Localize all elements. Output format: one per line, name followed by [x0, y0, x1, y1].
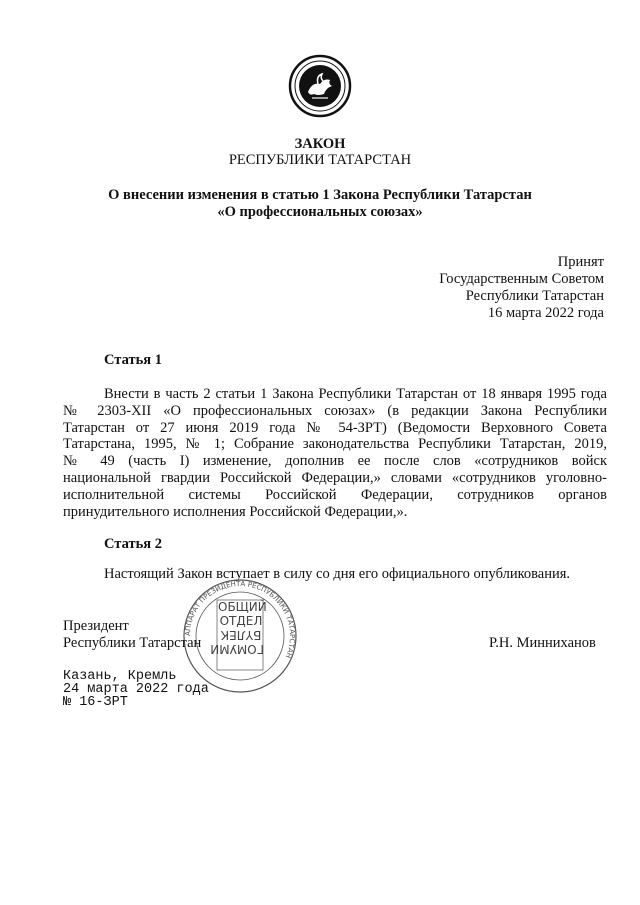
article1-text [63, 386, 607, 520]
article1-heading: Статья 1 [104, 352, 162, 368]
article1-line: № 49 (часть I) изменение, дополнив ее после слов «сотрудников войск [63, 453, 607, 470]
signatory-position-line2: Республики Татарстан [63, 635, 202, 651]
issue-date: 24 марта 2022 года [63, 682, 209, 697]
signatory-name: Р.Н. Минниханов [489, 635, 596, 651]
accepted-line1: Принят [557, 254, 604, 270]
article1-line: Татарстан от 27 июня 2019 года № 54-ЗРТ) (Ведомости Верховного Совета [63, 419, 607, 436]
document-title-line1: О внесении изменения в статью 1 Закона Республики Татарстан [108, 187, 532, 203]
stamp-ring-text: АППАРАТ ПРЕЗИДЕНТА РЕСПУБЛИКИ ТАТАРСТАН [183, 579, 297, 660]
article1-line: Внести в часть 2 статьи 1 Закона Республики Татарстан от 18 января 1995 года [104, 386, 607, 402]
republic-label: РЕСПУБЛИКИ ТАТАРСТАН [228, 152, 412, 168]
stamp-line3: БҮЛЕК [220, 628, 262, 642]
stamp-line2: ОТДЕЛ [219, 614, 263, 628]
signatory-position-line1: Президент [63, 618, 129, 634]
law-number: № 16-ЗРТ [63, 695, 128, 710]
stamp-line4: ГОМУМИ [210, 642, 264, 656]
issue-details [63, 670, 209, 709]
law-label: ЗАКОН [294, 136, 346, 152]
issue-place: Казань, Кремль [63, 669, 177, 684]
article1-line: национальной гвардии Российской Федерации,» словами «сотрудников уголовно- [63, 469, 607, 486]
accepted-block [439, 254, 604, 322]
signatory-position [63, 618, 201, 652]
article1-line: Татарстана, 1995, № 1; Собрание законодательства Республики Татарстан, 2019, [63, 436, 607, 453]
article1-line: принудительного исполнения Российской Федерации,». [63, 503, 408, 520]
tatarstan-emblem-icon [288, 54, 352, 118]
article1-line: № 2303-XII «О профессиональных союзах» (в редакции Закона Республики [63, 402, 607, 419]
accepted-line2: Государственным Советом [439, 271, 604, 287]
accepted-date: 16 марта 2022 года [487, 305, 604, 321]
document-title-line2: «О профессиональных союзах» [217, 204, 423, 220]
article1-line: исполнительной системы Российской Федерации, сотрудников органов [63, 486, 607, 503]
stamp-line1: ОБЩИЙ [218, 600, 267, 614]
stamp-inner-text [210, 600, 267, 656]
accepted-line3: Республики Татарстан [465, 288, 604, 304]
article2-heading: Статья 2 [104, 536, 162, 552]
article2-text: Настоящий Закон вступает в силу со дня его официального опубликования. [104, 566, 571, 582]
document-title [0, 187, 640, 221]
